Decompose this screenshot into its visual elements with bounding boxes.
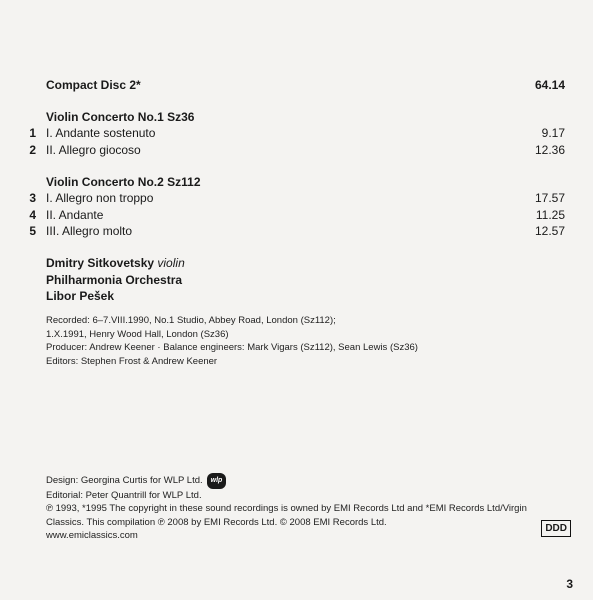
ddd-badge: DDD [541, 520, 571, 537]
disc-total-time: 64.14 [534, 78, 565, 92]
track-number: 1 [29, 126, 36, 140]
soloist [46, 256, 185, 270]
orchestra: Philharmonia Orchestra [46, 273, 183, 287]
track-duration: 12.57 [534, 224, 565, 238]
credit-line: Recorded: 6–7.VIII.1990, No.1 Studio, Abbey Road, London (Sz112); [46, 315, 336, 326]
track-name: I. Andante sostenuto [46, 126, 156, 140]
track-name: I. Allegro non troppo [46, 191, 154, 205]
editorial-credit: Editorial: Peter Quantrill for WLP Ltd. [46, 489, 202, 501]
track-duration: 12.36 [534, 143, 565, 157]
credit-line: Producer: Andrew Keener · Balance engineers: Mark Vigars (Sz112), Sean Lewis (Sz36) [46, 342, 418, 354]
design-text: Design: Georgina Curtis for WLP Ltd. [46, 475, 203, 486]
track-number: 4 [29, 208, 36, 222]
track-name: III. Allegro molto [46, 224, 133, 238]
footer-credits [46, 473, 556, 543]
track-name: II. Andante [46, 208, 104, 222]
design-credit [46, 473, 556, 489]
copyright-notice: ℗ 1993, *1995 The copyright in these sound recordings is owned by EMI Records Ltd and *EMI Records Ltd/Virgin Classics. This compilation ℗ 2008 by EMI Records Ltd. © 2008 EMI Records Ltd. [46, 503, 527, 528]
soloist-instrument: violin [157, 256, 185, 270]
work-title: Violin Concerto No.2 Sz112 [46, 175, 201, 189]
track-number: 3 [29, 191, 36, 205]
soloist-name: Dmitry Sitkovetsky [46, 256, 155, 270]
website-link: www.emiclassics.com [46, 530, 138, 542]
track-duration: 11.25 [535, 208, 565, 222]
track-duration: 9.17 [541, 126, 565, 140]
track-number: 5 [29, 224, 36, 238]
wlp-logo: wlp [207, 473, 227, 489]
track-name: II. Allegro giocoso [46, 143, 141, 157]
credit-line: 1.X.1991, Henry Wood Hall, London (Sz36) [46, 328, 229, 340]
work-title: Violin Concerto No.1 Sz36 [46, 110, 195, 124]
conductor: Libor Pešek [46, 289, 115, 303]
page-number: 3 [566, 577, 573, 591]
track-number: 2 [29, 143, 36, 157]
disc-title: Compact Disc 2* [46, 78, 141, 92]
credit-line: Editors: Stephen Frost & Andrew Keener [46, 355, 218, 367]
track-duration: 17.57 [534, 191, 565, 205]
recording-credits [46, 314, 418, 368]
